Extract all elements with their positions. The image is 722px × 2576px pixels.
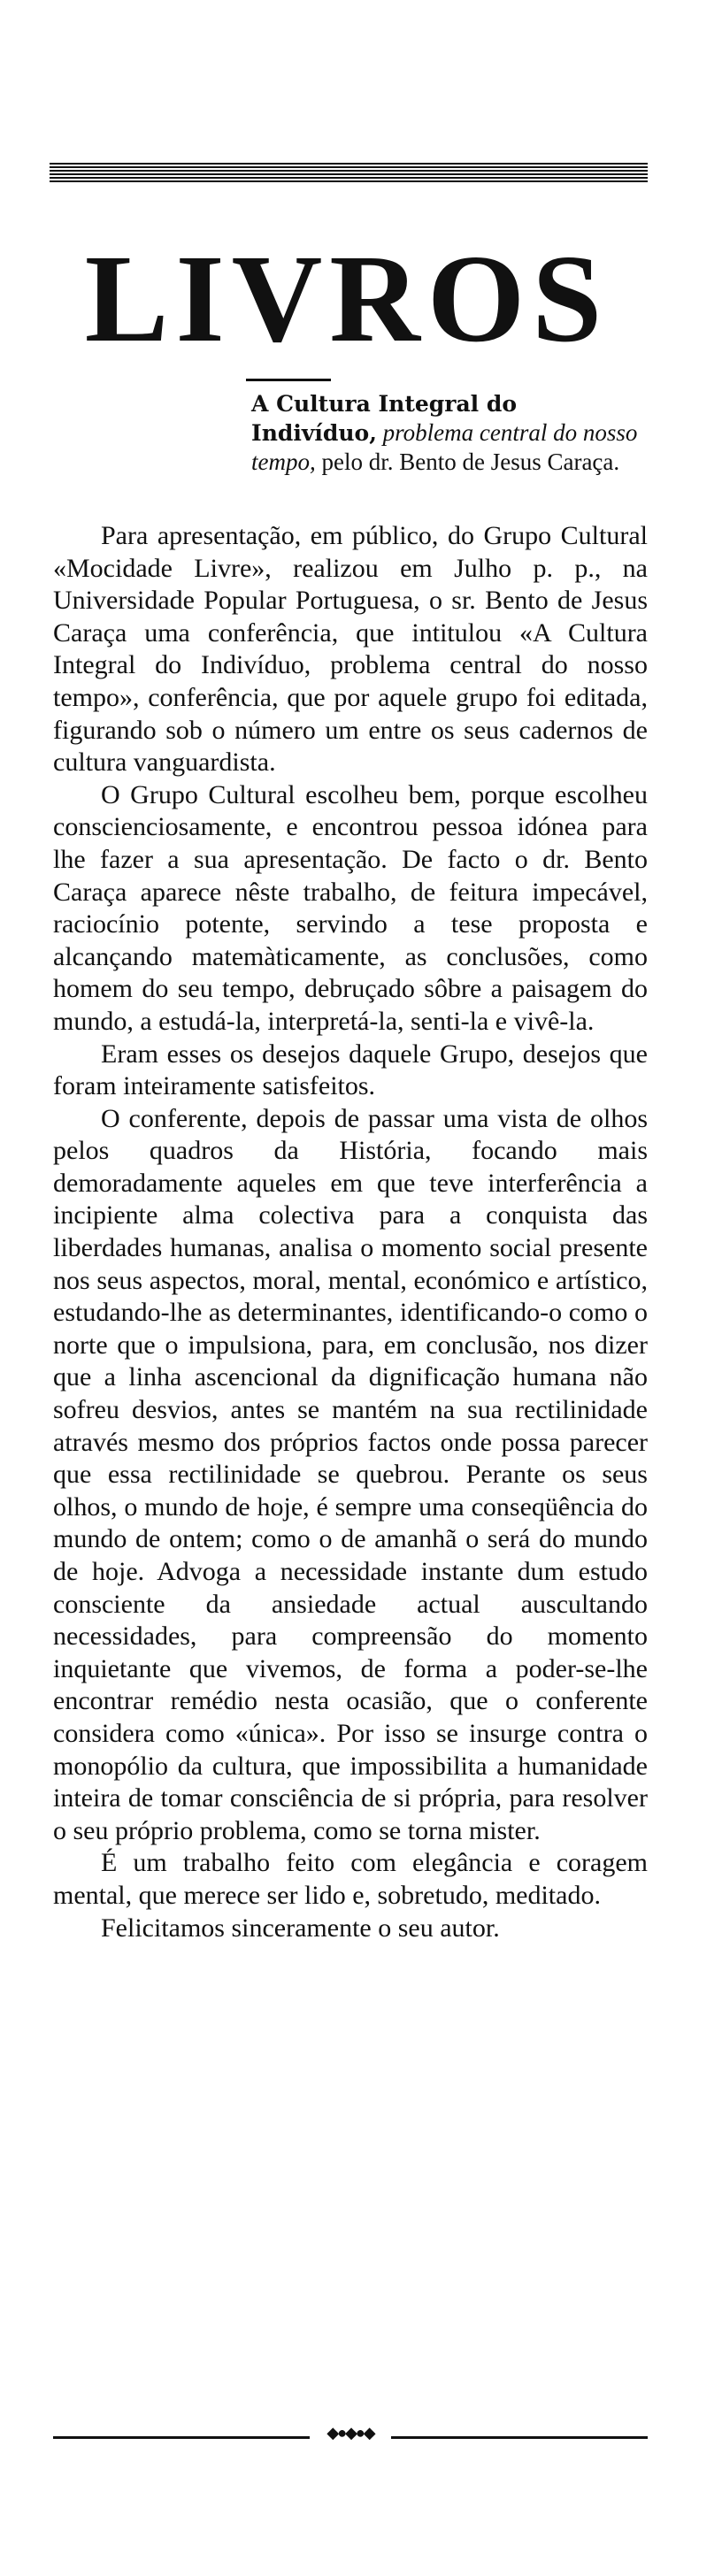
- paragraph-3: Eram esses os desejos daquele Grupo, desejos que foram inteiramente satisfeitos.: [53, 1039, 648, 1101]
- rule-line-left: [53, 2436, 310, 2439]
- bottom-ornament-rule: [53, 2424, 648, 2443]
- paragraph-4: O conferente, depois de passar uma vista de olhos pelos quadros da História, focando mais demoradamente aqueles em que teve interferência a incipiente alma colectiva para a conquista das liberdades humanas, analisa o momento social presente nos seus aspectos, moral, mental, económico e artístico, estudando-lhe as determinantes, identificando-o como o norte que o impulsiona, para, em conclusão, nos dizer que a linha ascencional da dignificação humana não sofreu desvios, antes se mantém na sua rectilinidade através mesmo dos próprios factos onde possa parecer que essa rectilinidade se quebrou. Perante os seus olhos, o mundo de hoje, é sempre uma conseqüência do mundo de ontem; como o de amanhã o será do mundo de hoje. Advoga a necessidade instante dum estudo consciente da ansiedade actual auscultando necessidades, para compreensão do momento inquietante que vivemos, de forma a poder-se-lhe encontrar remédio nesta ocasião, que o conferente considera como «única». Por isso se insurge contra o monopólio da cultura, que impossibilita a humanidade inteira de tomar consciência de si própria, para resolver o seu próprio problema, como se torna mister.: [53, 1103, 648, 1845]
- diamond-ornament-icon: ◆●◆●◆: [326, 2424, 374, 2442]
- paragraph-6: Felicitamos sinceramente o seu autor.: [101, 1913, 500, 1943]
- paragraph-1: Para apresentação, em público, do Grupo Cultural «Mocidade Livre», realizou em Julho p. p., na Universidade Popular Portuguesa, o sr. Bento de Jesus Caraça uma conferência, que intitulou «A Cultura Integral do Indivíduo, problema central do nosso tempo», conferência, que por aquele grupo foi editada, figurando sob o número um entre os seus cadernos de cultura vanguardista.: [53, 521, 648, 778]
- section-title: LIVROS: [84, 228, 610, 368]
- top-rule: [50, 163, 648, 184]
- rule-line-right: [391, 2436, 648, 2439]
- book-author: pelo dr. Bento de Jesus Caraça.: [321, 448, 620, 475]
- review-body: [53, 520, 648, 1944]
- paragraph-5: É um trabalho feito com elegância e coragem mental, que merece ser lido e, sobretudo, meditado.: [53, 1848, 648, 1910]
- paragraph-2: O Grupo Cultural escolheu bem, porque escolheu conscienciosamente, e encontrou pessoa idónea para lhe fazer a sua apresentação. De facto o dr. Bento Caraça aparece nêste trabalho, de feitura impecável, raciocínio potente, servindo a tese proposta e alcançando matemàticamente, as conclusões, como homem do seu tempo, debruçado sôbre a paisagem do mundo, a estudá-la, interpretá-la, senti-la e vivê-la.: [53, 779, 648, 1036]
- book-title: A Cultura Integral do Indivíduo,: [251, 391, 517, 446]
- book-subtitle: problema central do nosso tempo,: [251, 419, 638, 475]
- review-header: [251, 389, 648, 476]
- title-divider: [246, 379, 331, 381]
